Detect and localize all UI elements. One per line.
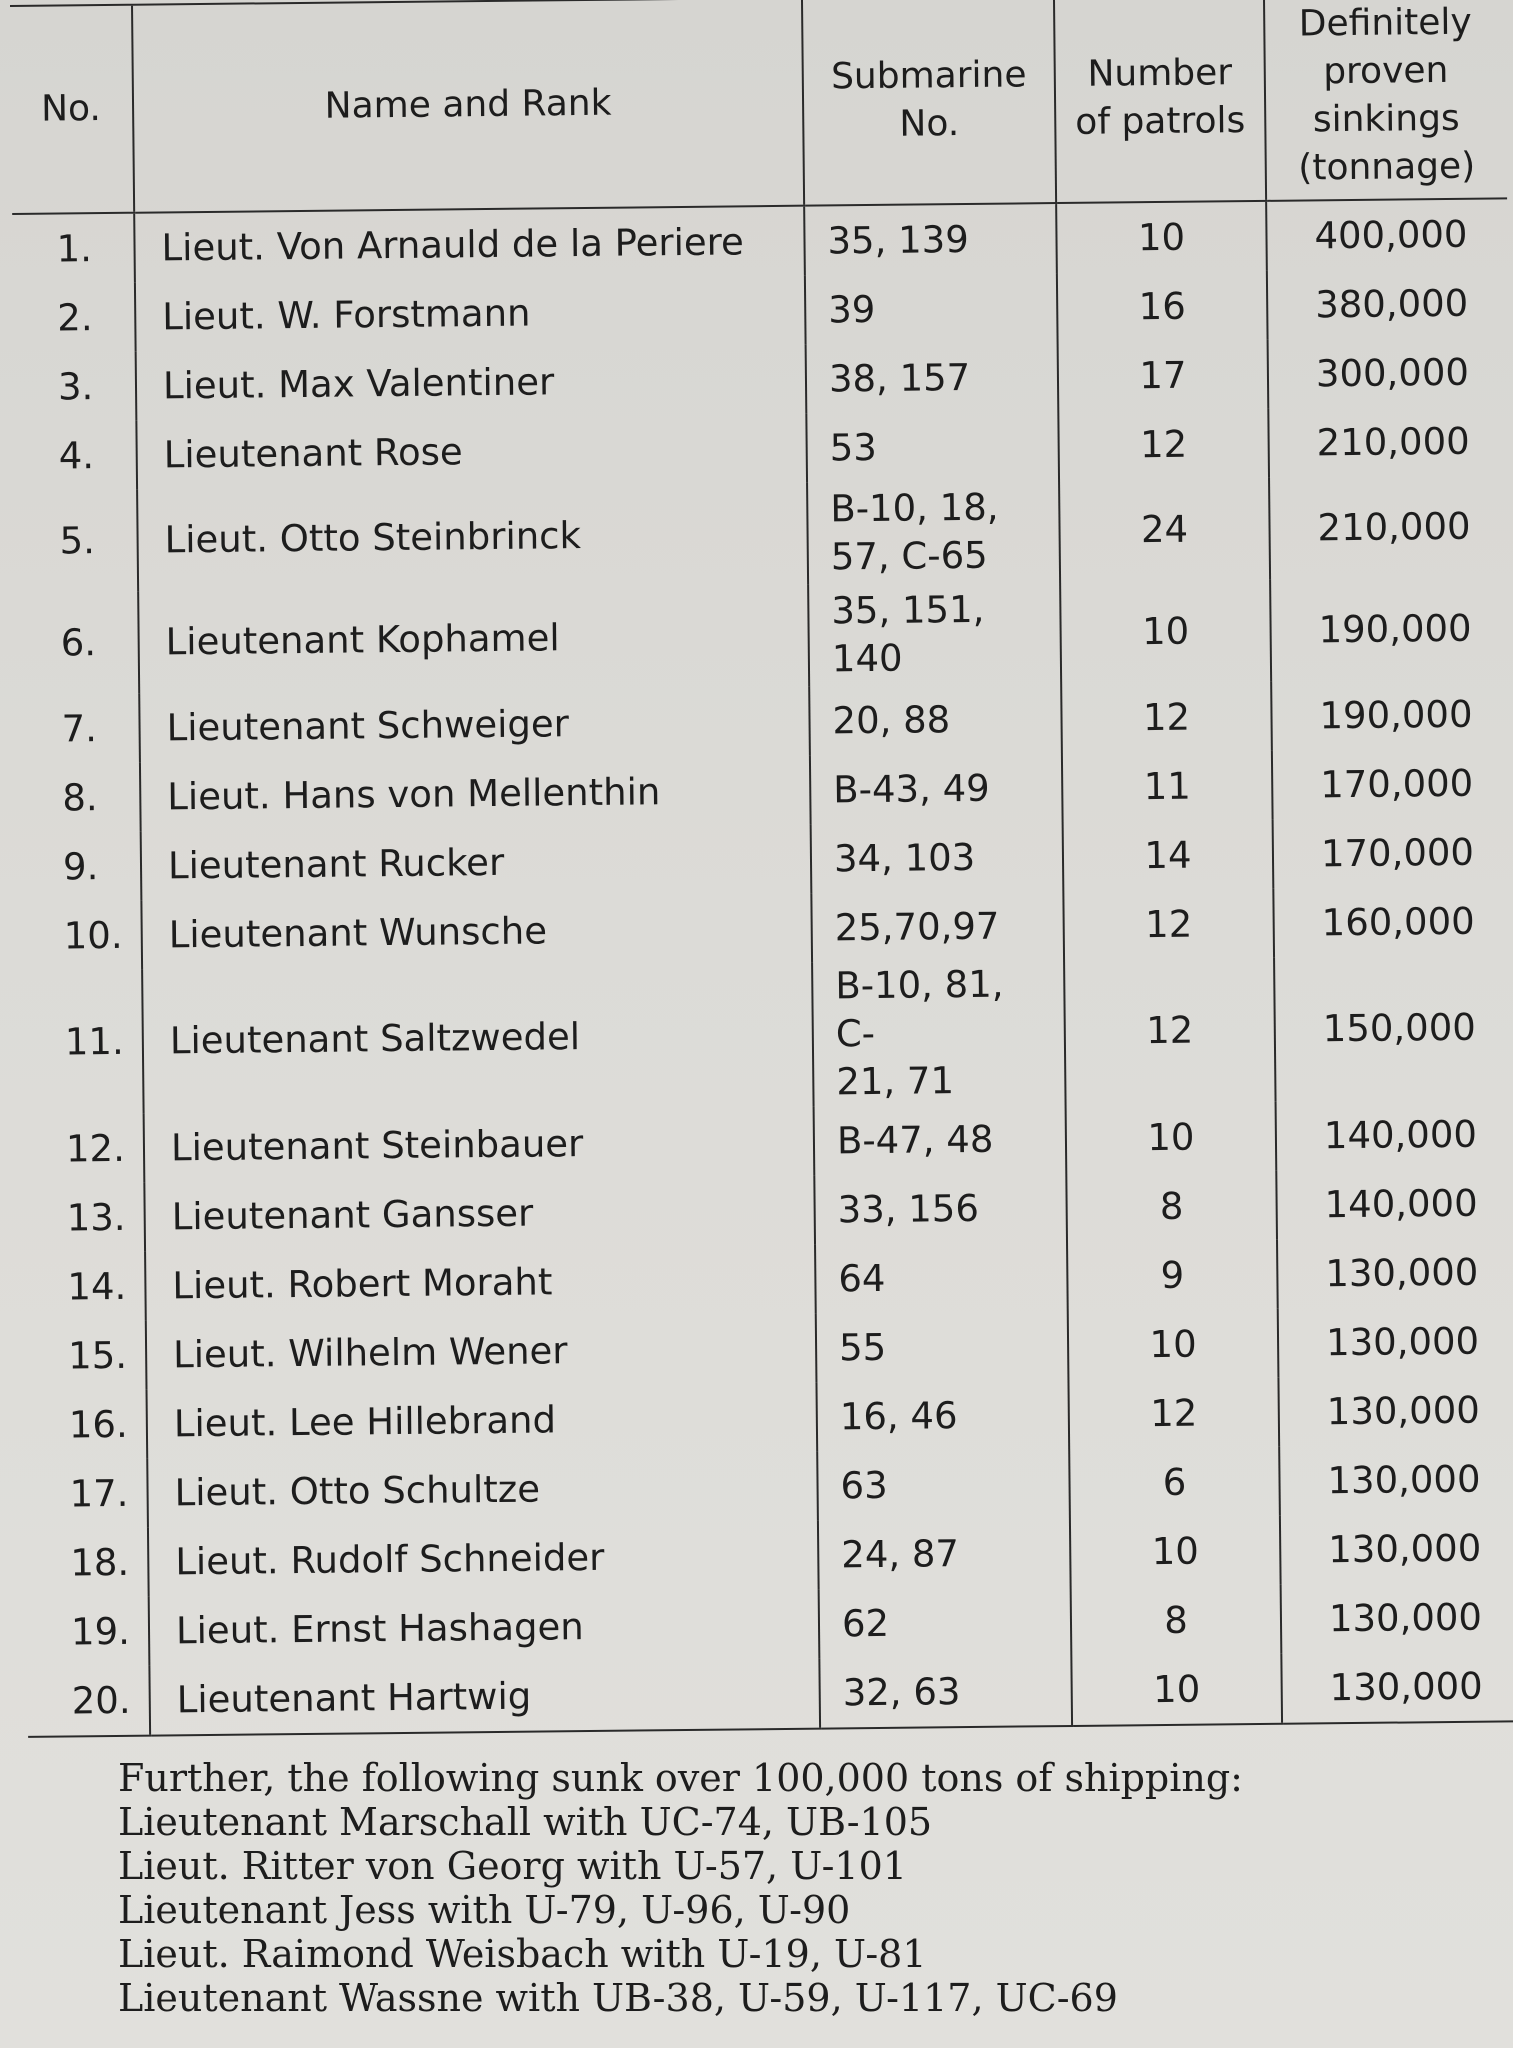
row-patrols: 12 bbox=[1058, 409, 1269, 480]
row-submarine bbox=[807, 480, 1060, 585]
row-number: 13. bbox=[66, 1195, 126, 1239]
row-patrols: 17 bbox=[1058, 340, 1269, 411]
row-name-rank: Lieut. Robert Moraht bbox=[145, 1245, 816, 1321]
table-row bbox=[16, 577, 1512, 695]
row-number: 19. bbox=[70, 1609, 131, 1653]
row-patrols: 14 bbox=[1063, 820, 1274, 891]
row-patrols: 12 bbox=[1063, 889, 1274, 960]
row-name-rank: Lieut. Ernst Hashagen bbox=[149, 1590, 820, 1666]
row-submarine-line: 57, C-65 bbox=[830, 533, 988, 579]
row-name-rank: Lieutenant Schweiger bbox=[139, 687, 810, 763]
row-patrols: 10 bbox=[1066, 1102, 1277, 1173]
further-line: Lieut. Ritter von Georg with U-57, U-101 bbox=[118, 1844, 907, 1888]
row-submarine-line: 25,70,97 bbox=[834, 904, 1000, 949]
row-submarine bbox=[815, 1242, 1068, 1314]
row-number: 14. bbox=[67, 1264, 127, 1308]
row-tonnage: 210,000 bbox=[1268, 406, 1510, 478]
row-name-rank: Lieutenant Wunsche bbox=[141, 894, 812, 970]
row-tonnage: 130,000 bbox=[1277, 1237, 1513, 1309]
row-name-rank: Lieut. W. Forstmann bbox=[135, 276, 806, 352]
header-sinkings bbox=[1264, 0, 1507, 201]
row-tonnage: 130,000 bbox=[1279, 1444, 1513, 1516]
row-tonnage: 380,000 bbox=[1267, 268, 1509, 340]
row-number: 16. bbox=[68, 1402, 128, 1446]
row-submarine-line: 34, 103 bbox=[833, 835, 976, 880]
row-submarine-line: 140 bbox=[831, 636, 903, 681]
row-submarine bbox=[817, 1449, 1070, 1521]
header-sinkings-line: (tonnage) bbox=[1298, 145, 1476, 189]
row-submarine-line: 32, 63 bbox=[842, 1669, 961, 1714]
row-name-rank: Lieut. Max Valentiner bbox=[136, 345, 807, 421]
table-header-row bbox=[10, 0, 1507, 214]
row-tonnage: 130,000 bbox=[1280, 1513, 1513, 1585]
row-name-rank: Lieutenant Steinbauer bbox=[144, 1107, 815, 1183]
row-patrols: 10 bbox=[1060, 580, 1271, 684]
row-submarine-line: 35, 139 bbox=[827, 217, 969, 262]
table-row bbox=[15, 475, 1511, 593]
row-submarine-line: 20, 88 bbox=[832, 697, 951, 742]
row-submarine-line: 53 bbox=[829, 425, 877, 469]
row-patrols: 8 bbox=[1071, 1585, 1282, 1656]
row-name-rank: Lieutenant Rose bbox=[136, 414, 807, 490]
row-submarine bbox=[816, 1380, 1069, 1452]
row-number: 17. bbox=[69, 1471, 129, 1515]
further-lines bbox=[118, 1800, 1418, 2020]
row-number: 6. bbox=[60, 621, 97, 665]
row-submarine bbox=[804, 203, 1057, 276]
further-line: Lieutenant Jess with U-79, U-96, U-90 bbox=[118, 1888, 851, 1932]
row-name-rank: Lieutenant Saltzwedel bbox=[142, 963, 813, 1114]
table-row bbox=[20, 955, 1513, 1115]
header-submarine-line: Submarine bbox=[830, 54, 1027, 98]
row-submarine bbox=[809, 684, 1062, 756]
row-number: 1. bbox=[56, 226, 93, 271]
row-submarine-line: 39 bbox=[828, 287, 876, 331]
row-submarine-line: B-10, 81, C- bbox=[835, 962, 1004, 1056]
row-tonnage: 190,000 bbox=[1270, 577, 1512, 682]
row-number: 3. bbox=[57, 364, 94, 409]
row-tonnage: 130,000 bbox=[1278, 1375, 1513, 1447]
row-number: 10. bbox=[63, 913, 123, 957]
row-name-rank: Lieut. Wilhelm Wener bbox=[146, 1314, 817, 1390]
row-submarine-line: B-10, 18, bbox=[830, 485, 999, 531]
row-submarine bbox=[811, 822, 1064, 894]
row-number: 2. bbox=[57, 295, 93, 340]
row-patrols: 10 bbox=[1056, 201, 1267, 273]
header-sinkings-line: proven bbox=[1322, 49, 1449, 93]
row-name-rank: Lieut. Otto Steinbrinck bbox=[137, 483, 808, 592]
row-name-rank: Lieut. Hans von Mellenthin bbox=[140, 756, 811, 832]
row-tonnage: 140,000 bbox=[1276, 1099, 1513, 1171]
row-submarine bbox=[810, 753, 1063, 825]
row-patrols: 10 bbox=[1068, 1309, 1279, 1380]
row-name-rank: Lieutenant Kophamel bbox=[138, 585, 809, 694]
row-submarine bbox=[806, 411, 1059, 483]
row-number: 4. bbox=[58, 433, 95, 478]
row-submarine-line: 24, 87 bbox=[841, 1531, 960, 1576]
row-submarine-line: 33, 156 bbox=[837, 1186, 980, 1231]
row-submarine bbox=[818, 1518, 1071, 1590]
row-number: 20. bbox=[27, 1666, 150, 1737]
row-tonnage: 210,000 bbox=[1269, 475, 1511, 580]
commanders-table bbox=[10, 0, 1513, 1738]
table-body bbox=[12, 198, 1513, 1737]
row-tonnage: 150,000 bbox=[1274, 955, 1513, 1102]
row-tonnage: 170,000 bbox=[1272, 748, 1513, 820]
row-patrols: 8 bbox=[1066, 1171, 1277, 1242]
further-notes bbox=[118, 1756, 1418, 2020]
header-name-rank: Name and Rank bbox=[132, 0, 804, 213]
header-sinkings-line: Definitely bbox=[1298, 1, 1472, 45]
row-tonnage: 130,000 bbox=[1281, 1651, 1513, 1724]
further-line: Lieutenant Marschall with UC-74, UB-105 bbox=[118, 1800, 933, 1844]
row-name-rank: Lieut. Otto Schultze bbox=[147, 1452, 818, 1528]
row-patrols: 12 bbox=[1068, 1378, 1279, 1449]
row-name-rank: Lieut. Lee Hillebrand bbox=[147, 1383, 818, 1459]
row-patrols: 16 bbox=[1057, 271, 1268, 342]
row-submarine bbox=[816, 1311, 1069, 1383]
row-name-rank: Lieut. Rudolf Schneider bbox=[148, 1521, 819, 1597]
row-number: 5. bbox=[59, 519, 96, 563]
row-tonnage: 160,000 bbox=[1273, 886, 1513, 958]
row-submarine-line: 62 bbox=[841, 1601, 890, 1645]
header-patrols bbox=[1054, 0, 1266, 203]
further-line: Lieut. Raimond Weisbach with U-19, U-81 bbox=[118, 1932, 927, 1976]
row-tonnage: 130,000 bbox=[1281, 1582, 1513, 1654]
row-patrols: 24 bbox=[1059, 478, 1270, 582]
row-submarine bbox=[808, 582, 1061, 687]
row-number: 12. bbox=[65, 1126, 126, 1170]
row-number: 18. bbox=[70, 1540, 130, 1584]
row-tonnage: 140,000 bbox=[1276, 1168, 1513, 1240]
row-number: 8. bbox=[62, 775, 98, 819]
further-intro: Further, the following sunk over 100,000 tons of shipping: bbox=[118, 1756, 1243, 1800]
row-name-rank: Lieutenant Gansser bbox=[144, 1176, 815, 1252]
commanders-table-wrapper bbox=[10, 0, 1513, 1738]
row-patrols: 12 bbox=[1064, 958, 1275, 1104]
row-name-rank: Lieutenant Hartwig bbox=[149, 1659, 820, 1736]
header-sinkings-line: sinkings bbox=[1312, 97, 1460, 141]
row-patrols: 6 bbox=[1069, 1447, 1280, 1518]
row-tonnage: 170,000 bbox=[1273, 817, 1513, 889]
row-patrols: 12 bbox=[1061, 682, 1272, 753]
row-patrols: 9 bbox=[1067, 1240, 1278, 1311]
row-tonnage: 190,000 bbox=[1271, 679, 1513, 751]
row-submarine-line: 63 bbox=[840, 1463, 888, 1507]
row-submarine-line: 21, 71 bbox=[836, 1059, 955, 1104]
header-no: No. bbox=[10, 5, 134, 214]
row-submarine-line: 55 bbox=[838, 1325, 887, 1369]
row-submarine bbox=[805, 273, 1058, 345]
table-row bbox=[27, 1651, 1513, 1737]
row-submarine-line: 64 bbox=[838, 1256, 886, 1300]
row-submarine-line: 35, 151, bbox=[831, 587, 985, 633]
row-patrols: 11 bbox=[1062, 751, 1273, 822]
row-number: 7. bbox=[61, 706, 98, 750]
row-number: 15. bbox=[67, 1333, 128, 1377]
row-tonnage: 300,000 bbox=[1268, 337, 1510, 409]
row-submarine bbox=[811, 891, 1064, 963]
row-name-rank: Lieutenant Rucker bbox=[141, 825, 812, 901]
row-submarine-line: B-47, 48 bbox=[836, 1117, 994, 1162]
row-tonnage: 400,000 bbox=[1266, 198, 1508, 271]
row-submarine-line: B-43, 49 bbox=[833, 766, 990, 811]
row-submarine bbox=[819, 1587, 1072, 1659]
header-patrols-line: Number bbox=[1087, 52, 1233, 95]
row-submarine bbox=[806, 342, 1059, 414]
row-patrols: 10 bbox=[1070, 1516, 1281, 1587]
header-submarine-line: No. bbox=[899, 103, 960, 145]
row-number: 11. bbox=[64, 1019, 124, 1064]
row-patrols: 10 bbox=[1071, 1654, 1282, 1726]
row-submarine-line: 16, 46 bbox=[839, 1393, 958, 1438]
row-submarine bbox=[814, 1104, 1067, 1176]
row-name-rank: Lieut. Von Arnauld de la Periere bbox=[134, 206, 805, 283]
header-submarine bbox=[802, 0, 1056, 206]
further-line: Lieutenant Wassne with UB-38, U-59, U-117, UC-69 bbox=[118, 1976, 1118, 2020]
row-submarine bbox=[814, 1173, 1067, 1245]
header-patrols-line: of patrols bbox=[1075, 100, 1246, 143]
row-submarine bbox=[819, 1656, 1072, 1729]
row-submarine bbox=[812, 960, 1065, 1107]
row-submarine-line: 38, 157 bbox=[828, 355, 971, 400]
row-number: 9. bbox=[62, 844, 99, 888]
row-tonnage: 130,000 bbox=[1278, 1306, 1513, 1378]
